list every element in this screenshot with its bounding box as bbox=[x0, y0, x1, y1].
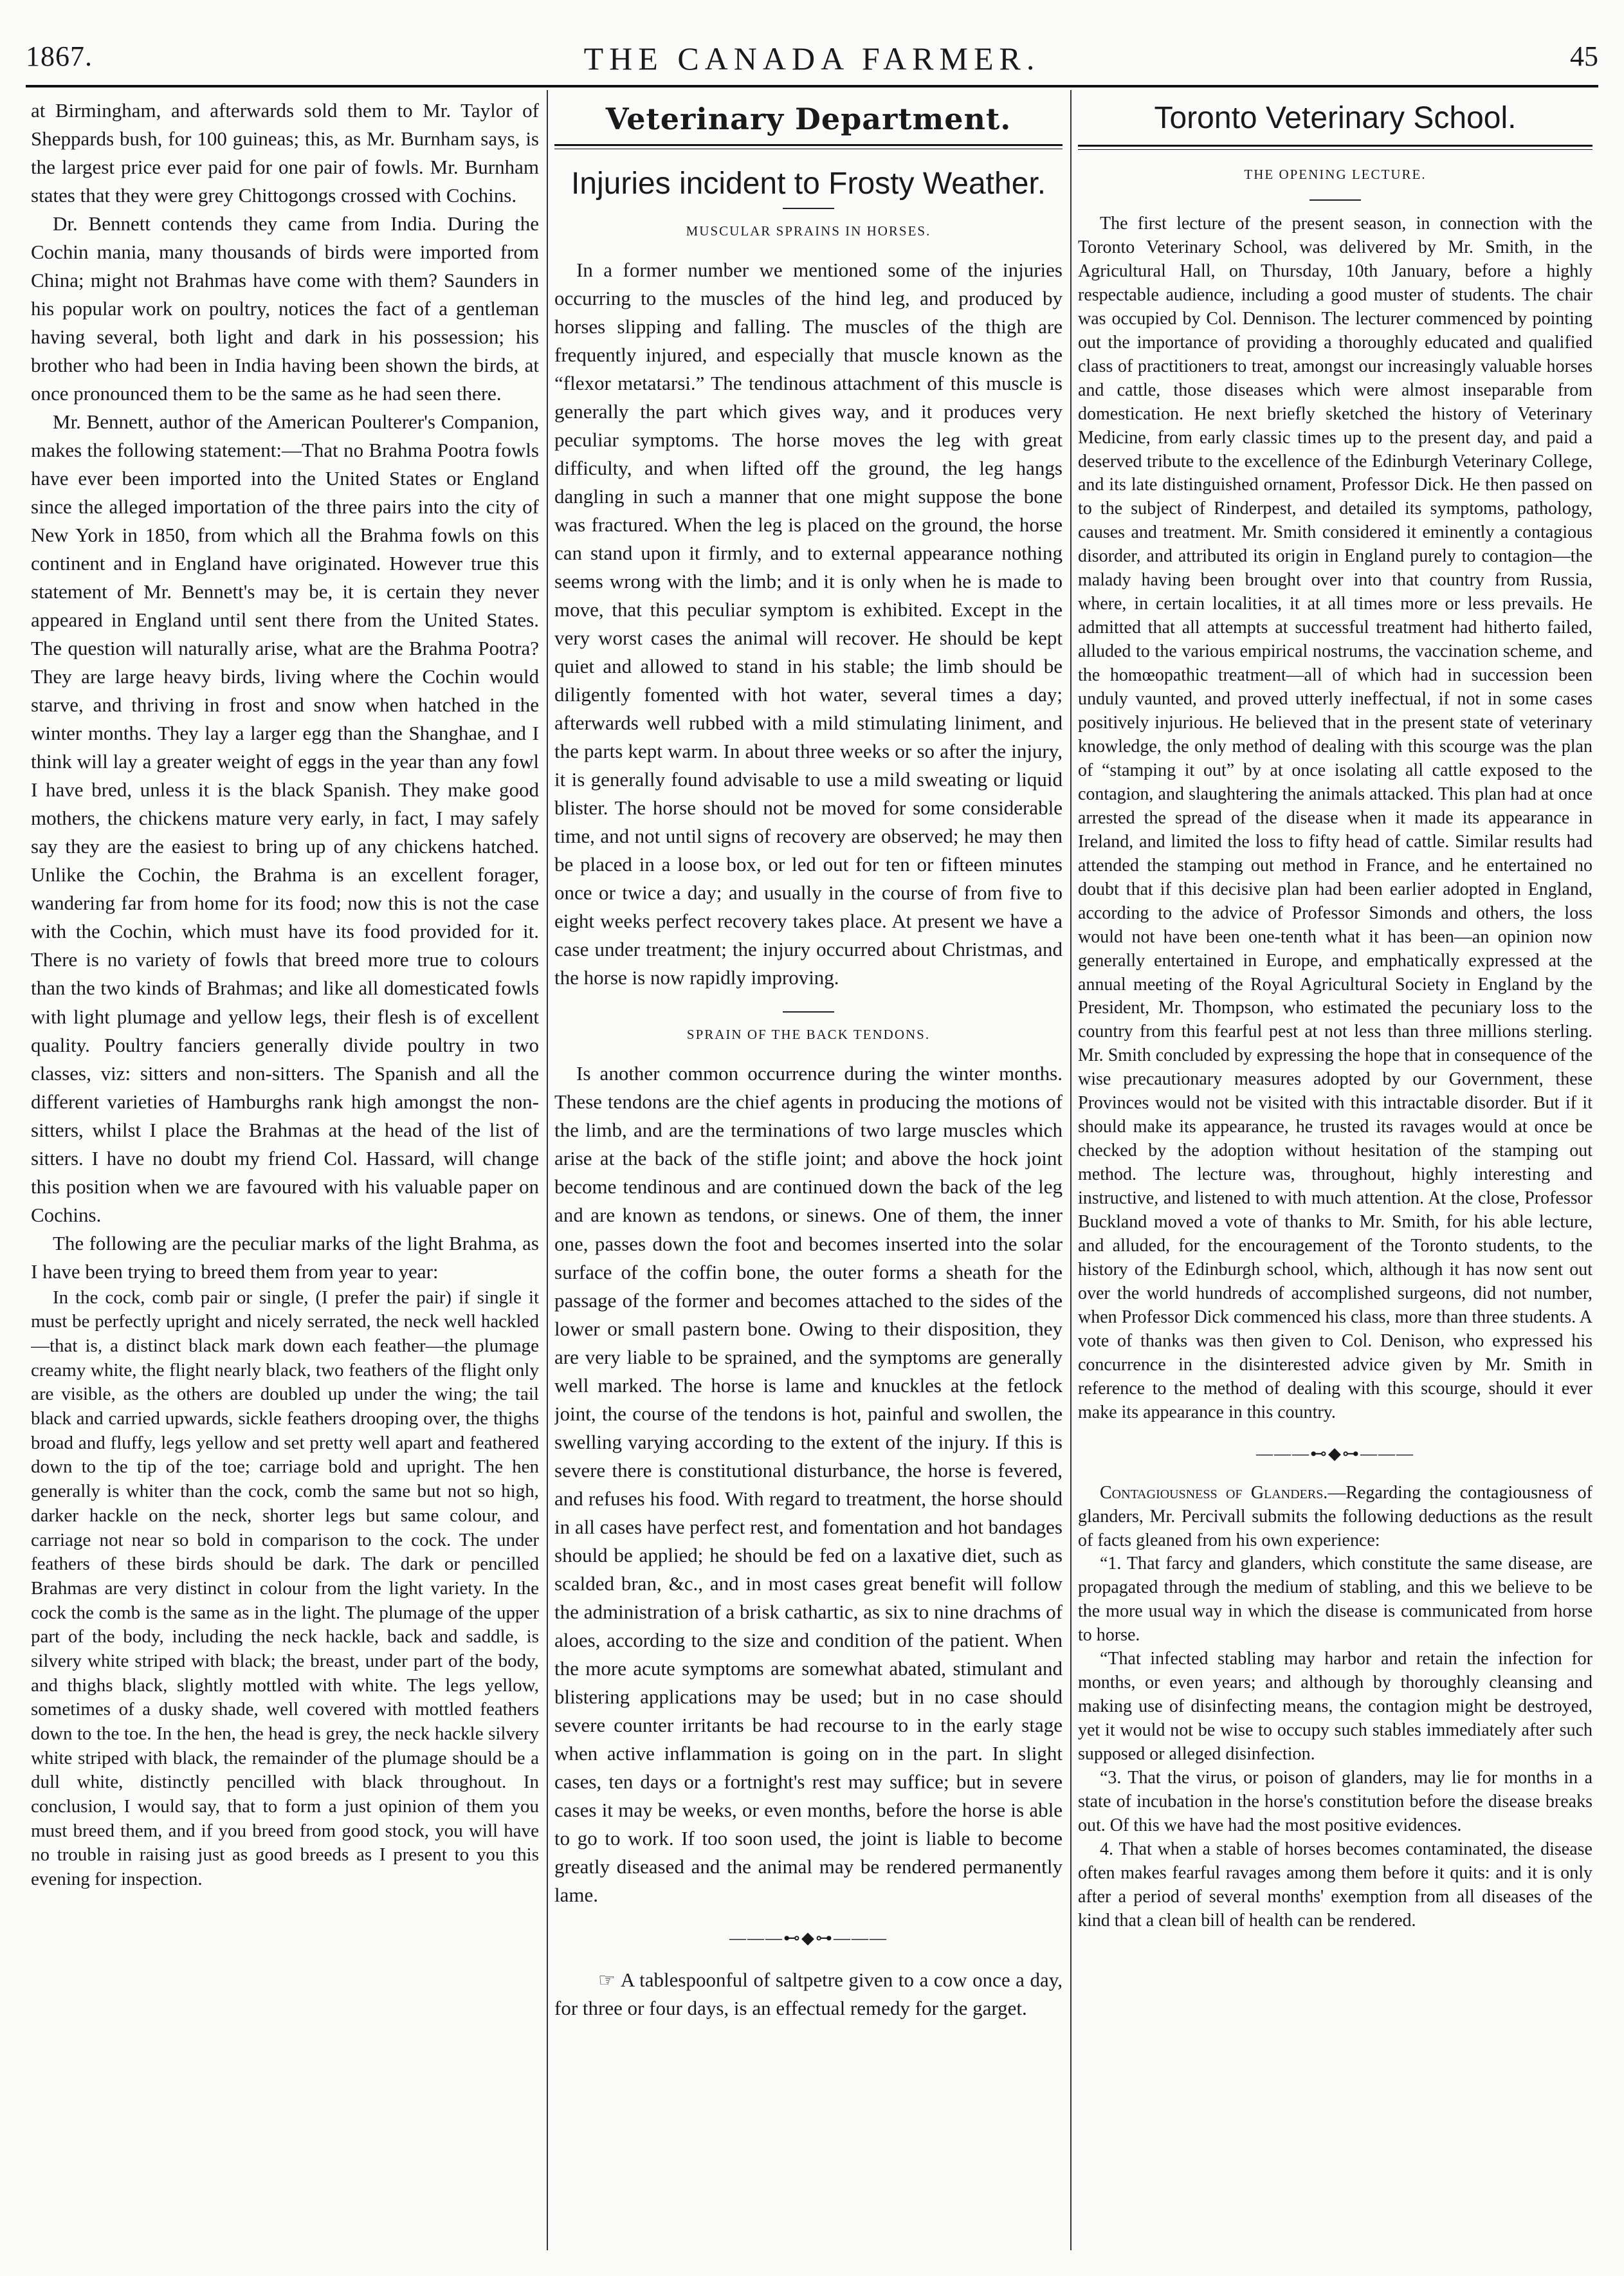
article-title: Toronto Veterinary School. bbox=[1154, 101, 1517, 135]
short-rule bbox=[1309, 199, 1361, 201]
ornament-divider: ———⊷◆⊶——— bbox=[1256, 1444, 1414, 1463]
section-heading: SPRAIN OF THE BACK TENDONS. bbox=[686, 1027, 931, 1043]
paragraph: The following are the peculiar marks of the light Brahma, as I have been trying to breed them from year to year: bbox=[31, 1231, 539, 1283]
short-rule bbox=[783, 208, 834, 209]
running-head bbox=[26, 40, 1598, 76]
section-heading: THE OPENING LECTURE. bbox=[1244, 167, 1427, 182]
page-number: 45 bbox=[1570, 41, 1598, 72]
note-paragraph bbox=[554, 1966, 1063, 2023]
header-rule bbox=[26, 85, 1598, 87]
paragraph: The first lecture of the present season, in connection with the Toronto Veterinary School, was delivered by Mr. Smith, in the Agricultural Hall, on Thursday, 10th January, before a highly respectable audience, including a good muster of students. The chair was occupied by Col. Dennison. The lecturer commenced by pointing out the importance of providing a thoroughly educated and qualified class of practitioners to treat, amongst our increasingly valuable horses and cattle, those diseases which were almost inseparable from domestication. He next briefly sketched the history of Veterinary Medicine, from early classic times up to the present day, and paid a deserved tribute to the excellence of the Edinburgh Veterinary College, and its late distinguished ornament, Professor Dick. He then passed on to the subject of Rinderpest, and detailed its symptoms, pathology, causes and treatment. Mr. Smith considered it eminently a contagious disorder, and attributed its origin in England purely to contagion—the malady having been brought over into that country from Russia, where, in certain localities, it at all times more or less prevails. He admitted that all attempts at successful treatment had hitherto failed, alluded to the various empirical nostrums, the vaccination scheme, and the homœopathic treatment—all of which had in succession been unduly vaunted, and proved utterly ineffectual, if not in some cases positively injurious. He believed that in the present state of veterinary knowledge, the only method of dealing with this scourge was the plan of “stamping it out” by at once isolating all cattle exposed to the contagion, and slaughtering the animals attacked. This plan had at once arrested the spread of the disease when it made its appearance in Ireland, and limited the loss to fifty head of cattle. Similar results had attended the stamping out method in France, and he entertained no doubt that if this decisive plan had been earlier adopted in England, according to the advice of Professor Simonds and others, the loss would not have been one-tenth what it has been—an opinion now generally entertained in Europe, and emphatically expressed at the annual meeting of the Royal Agricultural Society in England by the President, Mr. Thompson, who estimated the pecuniary loss to the country from this fearful pest at not less than three millions sterling. Mr. Smith concluded by expressing the hope that in consequence of the wise precautionary measures adopted by our Government, these Provinces would not be visited with this intractable disorder. But if it should make its appearance, he trusted its ravages would at once be checked by the adoption without hesitation of the stamping out method. The lecture was, throughout, highly interesting and instructive, and listened to with much attention. At the close, Professor Buckland moved a vote of thanks to Mr. Smith, for his able lecture, and alluded, for the encouragement of the Toronto students, to the history of the Edinburgh school, which, although it has now sent out over the world hundreds of accomplished surgeons, did not number, when Professor Dick commenced his class, more than three students. A vote of thanks was then given to Col. Denison, who expressed his concurrence in the disinterested advice given by Mr. Smith in reference to the method of dealing with this scourge, should it ever make its appearance in this country. bbox=[1078, 214, 1592, 1422]
ornament-divider: ———⊷◆⊶——— bbox=[729, 1928, 888, 1947]
double-rule bbox=[554, 144, 1063, 149]
department-title: Veterinary Department. bbox=[605, 102, 1012, 136]
paragraph: In the cock, comb pair or single, (I prefer the pair) if single it must be perfectly upright and nicely serrated, the neck well hackled—that is, a distinct black mark down each feather—the plumage creamy white, the flight nearly black, two feathers of the flight only are visible, as the others are doubled up under the wing; the tail black and carried upwards, sickle feathers drooping over, the thighs broad and fluffy, legs yellow and set pretty well apart and feathered down to the tip of the toe; carriage bold and upright. The hen generally is whiter than the cock, comb the same but not so high, darker hackle on the neck, shorter legs but same colour, and carriage not near so bold in comparison to the cock. The under feathers of these birds should be dark. The dark or pencilled Brahmas are very distinct in colour from the light variety. In the cock the comb is the same as in the light. The plumage of the upper part of the body, including the neck hackle, back and saddle, is silvery white striped with black; the breast, under part of the body, and thighs black, slightly mottled with white. The legs yellow, sometimes of a dusky shade, well covered with mottled feathers down to the toe. In the hen, the head is grey, the neck hackle silvery white striped with black, the remainder of the plumage should be a dull white, distinctly pencilled with black throughout. In conclusion, I would say, that to form a just opinion of them you must breed them, and if you breed from good stock, you will have no trouble in raising just as good breeds as I present to you this evening for inspection. bbox=[31, 1287, 539, 1890]
section-heading: MUSCULAR SPRAINS IN HORSES. bbox=[686, 223, 931, 239]
column-divider bbox=[1070, 90, 1072, 2250]
column-divider bbox=[547, 90, 548, 2250]
paragraph: Is another common occurrence during the winter months. These tendons are the chief agents in producing the motions of the limb, and are the terminations of two large muscles which arise at the back of the stifle joint; and above the hock joint become tendinous and are continued down the back of the leg and are known as tendons, or sinews. One of them, the inner one, passes down the foot and becomes inserted into the solar surface of the coffin bone, the outer forms a sheath for the passage of the former and becomes attached to the sides of the lower or small pastern bone. Owing to their disposition, they are very liable to be sprained, and the symptoms are generally well marked. The horse is lame and knuckles at the fetlock joint, the course of the tendons is hot, painful and swollen, the swelling varying according to the extent of the injury. If this is severe there is constitutional disturbance, the horse is fevered, and refuses his food. With regard to treatment, the horse should in all cases have perfect rest, and fomentation and hot bandages should be applied; he should be fed on a laxative diet, such as scalded bran, &c., and in most cases great benefit will follow the administration of a brisk cathartic, as six to nine drachms of aloes, according to the size and condition of the patient. When the more acute symptoms are somewhat abated, stimulant and blistering applications may be used; but in no case should severe counter irritants be had recourse to in the early stage when active inflammation is going on in the part. In slight cases, ten days or a fortnight's rest may suffice; but in severe cases it may be weeks, or even months, before the horse is able to go to work. If too soon used, the joint is liable to become greatly diseased and the animal may be rendered permanently lame. bbox=[554, 1062, 1063, 1906]
list-item: “That infected stabling may harbor and retain the infection for months, or even years; and although by thoroughly cleansing and making use of disinfecting means, the contagion might be destroyed, yet it would not be wise to occupy such stables immediately after such supposed or alleged disinfection. bbox=[1078, 1649, 1592, 1765]
note-text: A tablespoonful of saltpetre given to a cow once a day, for three or four days, is an effectual remedy for the garget. bbox=[554, 1968, 1063, 2020]
column-poultry bbox=[31, 96, 539, 2237]
masthead-title: THE CANADA FARMER. bbox=[583, 41, 1041, 77]
list-item: “1. That farcy and glanders, which constitute the same disease, are propagated through the medium of stabling, and this we believe to be the more usual way in which the disease is communicated from horse to horse. bbox=[1078, 1554, 1592, 1646]
paragraph: Dr. Bennett contends they came from India. During the Cochin mania, many thousands of birds were imported from China; might not Brahmas have come with them? Saunders in his popular work on poultry, notices the fact of a gentleman having several, both light and dark in his possession; his brother who had been in India having been shown the birds, at once pronounced them to be the same as he had seen there. bbox=[31, 212, 539, 405]
paragraph: In a former number we mentioned some of the injuries occurring to the muscles of the hind leg, and produced by horses slipping and falling. The muscles of the thigh are frequently injured, and especially that muscle known as the “flexor metatarsi.” The tendinous attachment of this muscle is generally the part which gives way, and it produces very peculiar symptoms. The horse moves the leg with great difficulty, and when lifted off the ground, the leg hangs dangling in such a manner that one might suppose the bone was fractured. When the leg is placed on the ground, the horse can stand upon it firmly, and to external appearance nothing seems wrong with the limb; and it is only when he is made to move, that this peculiar symptom is exhibited. Except in the very worst cases the animal will recover. He should be kept quiet and allowed to stand in his stable; the limb should be diligently fomented with hot water, several times a day; afterwards well rubbed with a mild stimulating liniment, and the parts kept warm. In about three weeks or so after the injury, it is generally found advisable to use a mild sweating or liquid blister. The horse should not be moved for some considerable time, and not until signs of recovery are observed; he may then be placed in a loose box, or led out for ten or fifteen minutes once or twice a day; and usually in the course of from five to eight weeks perfect recovery takes place. At present we have a case under treatment; the injury occurred about Christmas, and the horse is now rapidly improving. bbox=[554, 259, 1063, 989]
pointing-hand-icon: ☞ bbox=[598, 1969, 616, 1991]
paragraph: Mr. Bennett, author of the American Poulterer's Companion, makes the following statement:—That no Brahma Pootra fowls have ever been imported into the United States or England since the alleged importation of the three pairs into the city of New York in 1850, from which all the Brahma fowls on this continent and in England have originated. However true this statement of Mr. Bennett's may be, it is certain they never appeared in England until sent there from the United States. The question will naturally arise, what are the Brahma Pootra? They are large heavy birds, living where the Cochin would starve, and thriving in frost and snow when hatched in the winter months. They lay a larger egg than the Shanghae, and I think will lay a greater weight of eggs in the year than any fowl I have bred, unless it is the black Spanish. They make good mothers, the chickens mature very early, in fact, I may safely say they are the easiest to bring up of any chickens hatched. Unlike the Cochin, the Brahma is an excellent forager, wandering far from home for its food; now this is not the case with the Cochin, which must have its food provided for it. There is no variety of fowls that breed more true to colours than the two kinds of Brahmas; and like all domesticated fowls with light plumage and yellow legs, their flesh is of excellent quality. Poultry fanciers generally divide poultry in two classes, viz: sitters and non-sitters. The Spanish and all the different varieties of Hamburghs rank high amongst the non-sitters, whilst I place the Brahmas at the head of the list of sitters. I have no doubt my friend Col. Hassard, will change this position when we are favoured with his valuable paper on Cochins. bbox=[31, 410, 539, 1226]
list-item: 4. That when a stable of horses becomes contaminated, the disease often makes fearful ravages among them before it quits: and it is only after a period of several months' exemption from all diseases of the kind that a clean bill of health can be rendered. bbox=[1078, 1839, 1592, 1931]
paragraph-text: —Regarding the contagiousness of glanders, Mr. Percivall submits the following deductions as the result of facts gleaned from his own experience: bbox=[1078, 1482, 1592, 1550]
issue-year: 1867. bbox=[26, 41, 93, 72]
article-title: Injuries incident to Frosty Weather. bbox=[570, 167, 1046, 201]
list-item: “3. That the virus, or poison of glanders, may lie for months in a state of incubation in the horse's constitution before the disease breaks out. Of this we have had the most positive evidences. bbox=[1078, 1768, 1592, 1835]
paragraph: at Birmingham, and afterwards sold them to Mr. Taylor of Sheppards bush, for 100 guineas; this, as Mr. Burnham says, is the largest price ever paid for one pair of fowls. Mr. Burnham states that they were grey Chittogongs crossed with Cochins. bbox=[31, 99, 539, 207]
double-rule bbox=[1078, 145, 1592, 150]
column-toronto-veterinary-school bbox=[1078, 96, 1592, 2237]
short-rule bbox=[783, 1011, 834, 1013]
paragraph bbox=[1078, 1482, 1592, 1553]
column-veterinary-department bbox=[554, 96, 1063, 2237]
run-in-heading: Contagiousness of Glanders. bbox=[1100, 1482, 1328, 1503]
